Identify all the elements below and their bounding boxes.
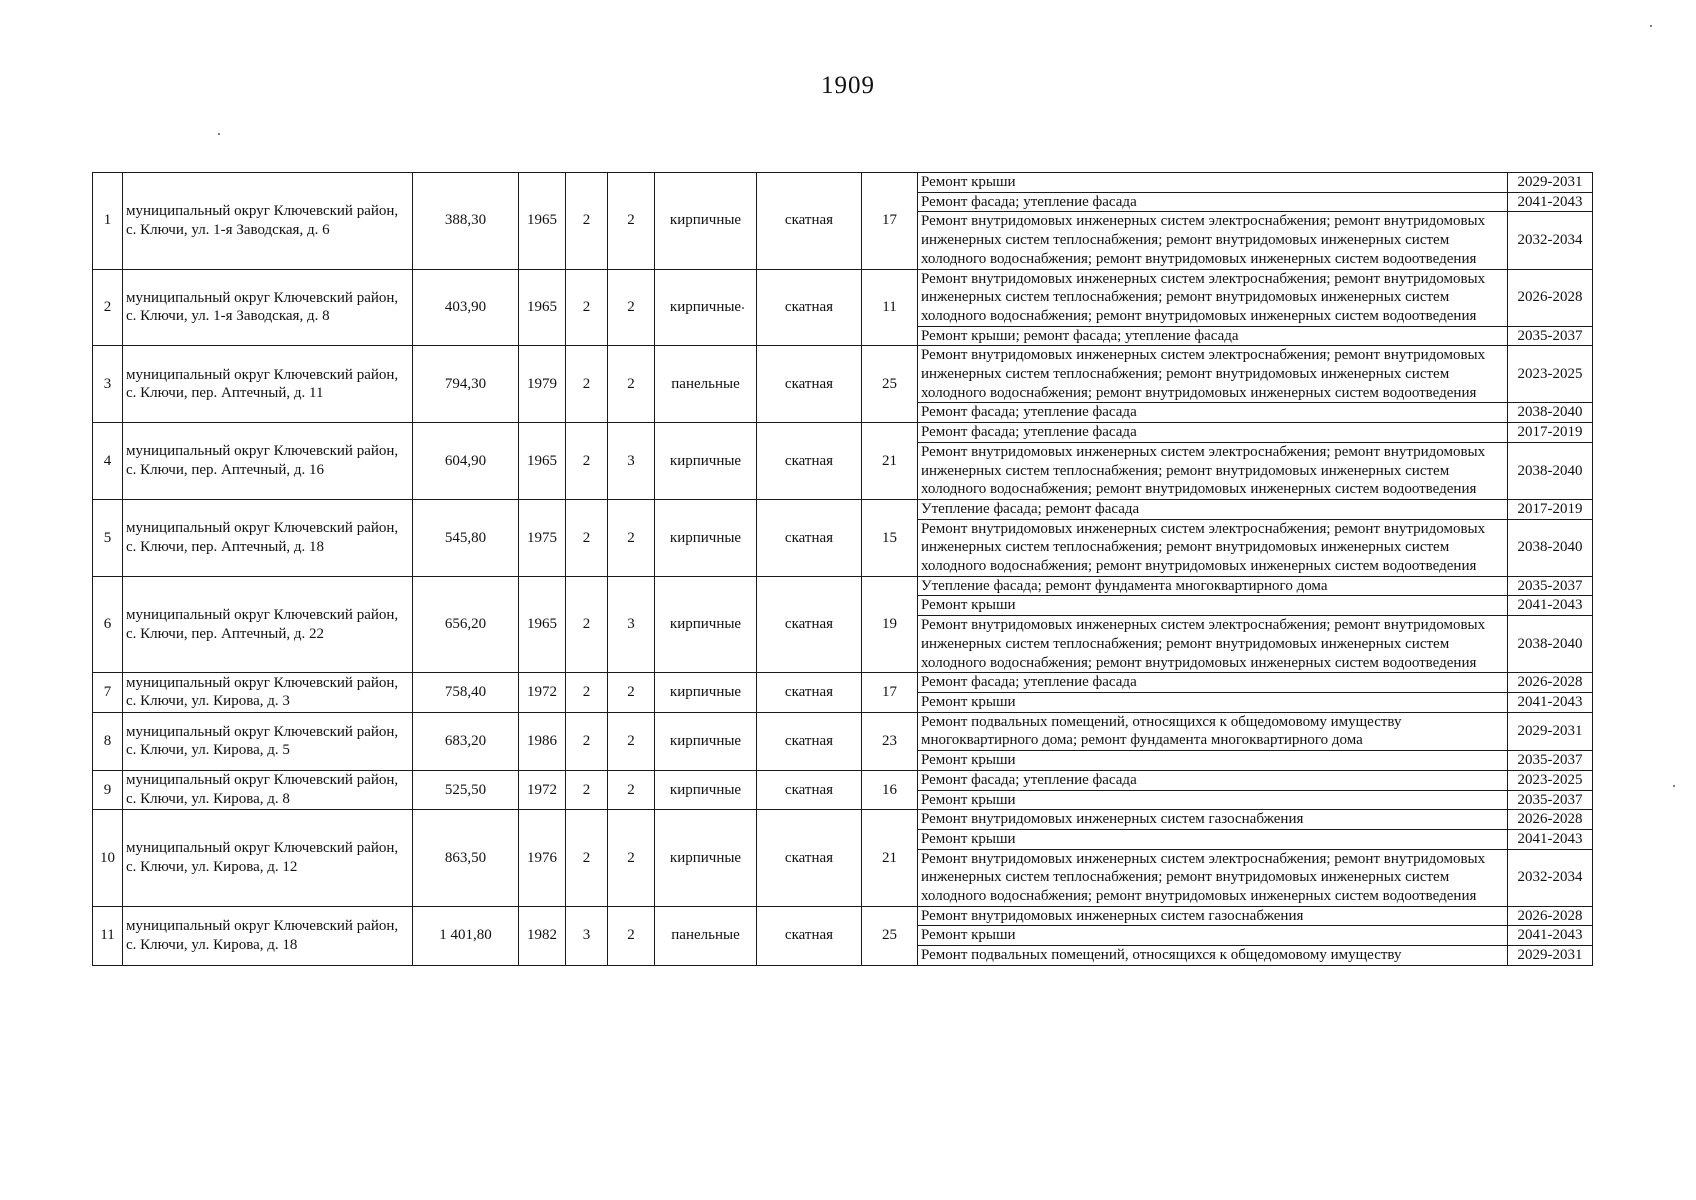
- table-row: [93, 576, 1593, 596]
- scan-speck: [1673, 785, 1675, 787]
- entrances-cell: 2: [608, 712, 655, 770]
- service-life-cell: 25: [862, 906, 918, 965]
- roof-type-cell: скатная: [757, 770, 862, 809]
- work-period-cell: 2041-2043: [1508, 692, 1593, 712]
- work-description-cell: Ремонт фасада; утепление фасада: [918, 673, 1508, 693]
- work-period-cell: 2029-2031: [1508, 946, 1593, 966]
- work-description-cell: Ремонт внутридомовых инженерных систем газоснабжения: [918, 906, 1508, 926]
- work-period-cell: 2035-2037: [1508, 326, 1593, 346]
- work-description-cell: Ремонт внутридомовых инженерных систем электроснабжения; ремонт внутридомовых инженерных систем теплоснабжения; ремонт внутридомовых инженерных систем холодного водоснабжения; ремонт внутридомовых инженерных систем водоотведения: [918, 212, 1508, 269]
- table-row: [93, 673, 1593, 693]
- work-period-cell: 2032-2034: [1508, 212, 1593, 269]
- work-description-cell: Утепление фасада; ремонт фасада: [918, 499, 1508, 519]
- wall-material-cell: панельные: [655, 906, 757, 965]
- area-cell: 403,90: [413, 269, 519, 346]
- work-period-cell: 2023-2025: [1508, 770, 1593, 790]
- work-period-cell: 2041-2043: [1508, 192, 1593, 212]
- area-cell: 863,50: [413, 810, 519, 907]
- work-description-cell: Ремонт крыши: [918, 173, 1508, 193]
- work-period-cell: 2035-2037: [1508, 790, 1593, 810]
- work-period-cell: 2041-2043: [1508, 926, 1593, 946]
- floors-cell: 2: [566, 770, 608, 809]
- work-period-cell: 2041-2043: [1508, 596, 1593, 616]
- entrances-cell: 2: [608, 346, 655, 423]
- address-cell: муниципальный округ Ключевский район, с. Ключи, ул. Кирова, д. 3: [123, 673, 413, 712]
- work-description-cell: Ремонт крыши: [918, 751, 1508, 771]
- year-cell: 1986: [519, 712, 566, 770]
- year-cell: 1972: [519, 770, 566, 809]
- work-description-cell: Ремонт фасада; утепление фасада: [918, 423, 1508, 443]
- entrances-cell: 2: [608, 770, 655, 809]
- address-cell: муниципальный округ Ключевский район, с. Ключи, ул. 1-я Заводская, д. 6: [123, 173, 413, 270]
- table-row: [93, 173, 1593, 193]
- table-row: [93, 499, 1593, 519]
- roof-type-cell: скатная: [757, 346, 862, 423]
- floors-cell: 3: [566, 906, 608, 965]
- table-row: [93, 906, 1593, 926]
- scan-speck: [218, 133, 220, 135]
- row-number: 2: [93, 269, 123, 346]
- table-row: [93, 770, 1593, 790]
- work-period-cell: 2032-2034: [1508, 849, 1593, 906]
- area-cell: 758,40: [413, 673, 519, 712]
- year-cell: 1965: [519, 423, 566, 500]
- floors-cell: 2: [566, 576, 608, 673]
- service-life-cell: 16: [862, 770, 918, 809]
- work-period-cell: 2038-2040: [1508, 616, 1593, 673]
- work-period-cell: 2029-2031: [1508, 173, 1593, 193]
- area-cell: 388,30: [413, 173, 519, 270]
- floors-cell: 2: [566, 673, 608, 712]
- area-cell: 1 401,80: [413, 906, 519, 965]
- year-cell: 1982: [519, 906, 566, 965]
- roof-type-cell: скатная: [757, 576, 862, 673]
- work-description-cell: Ремонт фасада; утепление фасада: [918, 192, 1508, 212]
- area-cell: 683,20: [413, 712, 519, 770]
- entrances-cell: 2: [608, 673, 655, 712]
- work-period-cell: 2017-2019: [1508, 499, 1593, 519]
- work-period-cell: 2023-2025: [1508, 346, 1593, 403]
- year-cell: 1965: [519, 173, 566, 270]
- address-cell: муниципальный округ Ключевский район, с. Ключи, ул. Кирова, д. 12: [123, 810, 413, 907]
- entrances-cell: 2: [608, 810, 655, 907]
- year-cell: 1965: [519, 269, 566, 346]
- roof-type-cell: скатная: [757, 712, 862, 770]
- repair-plan-table: [92, 172, 1593, 966]
- row-number: 10: [93, 810, 123, 907]
- table-body: [93, 173, 1593, 966]
- service-life-cell: 23: [862, 712, 918, 770]
- floors-cell: 2: [566, 269, 608, 346]
- work-period-cell: 2038-2040: [1508, 403, 1593, 423]
- entrances-cell: 2: [608, 173, 655, 270]
- address-cell: муниципальный округ Ключевский район, с. Ключи, пер. Аптечный, д. 16: [123, 423, 413, 500]
- roof-type-cell: скатная: [757, 673, 862, 712]
- work-description-cell: Ремонт крыши: [918, 926, 1508, 946]
- table-row: [93, 346, 1593, 403]
- wall-material-cell: кирпичные: [655, 499, 757, 576]
- work-period-cell: 2026-2028: [1508, 269, 1593, 326]
- roof-type-cell: скатная: [757, 423, 862, 500]
- wall-material-cell: кирпичные: [655, 173, 757, 270]
- wall-material-cell: кирпичные: [655, 810, 757, 907]
- table-row: [93, 810, 1593, 830]
- area-cell: 794,30: [413, 346, 519, 423]
- scan-speck: [742, 307, 744, 309]
- floors-cell: 2: [566, 810, 608, 907]
- address-cell: муниципальный округ Ключевский район, с. Ключи, ул. Кирова, д. 8: [123, 770, 413, 809]
- work-period-cell: 2035-2037: [1508, 576, 1593, 596]
- row-number: 11: [93, 906, 123, 965]
- work-description-cell: Ремонт внутридомовых инженерных систем электроснабжения; ремонт внутридомовых инженерных систем теплоснабжения; ремонт внутридомовых инженерных систем холодного водоснабжения; ремонт внутридомовых инженерных систем водоотведения: [918, 616, 1508, 673]
- year-cell: 1965: [519, 576, 566, 673]
- floors-cell: 2: [566, 499, 608, 576]
- work-description-cell: Ремонт подвальных помещений, относящихся к общедомовому имуществу многоквартирного дома; ремонт фундамента многоквартирного дома: [918, 712, 1508, 750]
- work-period-cell: 2026-2028: [1508, 673, 1593, 693]
- floors-cell: 2: [566, 712, 608, 770]
- year-cell: 1979: [519, 346, 566, 423]
- entrances-cell: 2: [608, 499, 655, 576]
- service-life-cell: 25: [862, 346, 918, 423]
- entrances-cell: 3: [608, 423, 655, 500]
- work-period-cell: 2038-2040: [1508, 442, 1593, 499]
- floors-cell: 2: [566, 346, 608, 423]
- service-life-cell: 15: [862, 499, 918, 576]
- work-period-cell: 2041-2043: [1508, 829, 1593, 849]
- address-cell: муниципальный округ Ключевский район, с. Ключи, ул. Кирова, д. 18: [123, 906, 413, 965]
- roof-type-cell: скатная: [757, 269, 862, 346]
- row-number: 8: [93, 712, 123, 770]
- row-number: 7: [93, 673, 123, 712]
- work-description-cell: Ремонт крыши: [918, 829, 1508, 849]
- service-life-cell: 21: [862, 423, 918, 500]
- row-number: 1: [93, 173, 123, 270]
- service-life-cell: 17: [862, 673, 918, 712]
- area-cell: 525,50: [413, 770, 519, 809]
- year-cell: 1975: [519, 499, 566, 576]
- address-cell: муниципальный округ Ключевский район, с. Ключи, ул. 1-я Заводская, д. 8: [123, 269, 413, 346]
- work-description-cell: Ремонт фасада; утепление фасада: [918, 770, 1508, 790]
- work-period-cell: 2029-2031: [1508, 712, 1593, 750]
- work-description-cell: Ремонт внутридомовых инженерных систем электроснабжения; ремонт внутридомовых инженерных систем теплоснабжения; ремонт внутридомовых инженерных систем холодного водоснабжения; ремонт внутридомовых инженерных систем водоотведения: [918, 269, 1508, 326]
- year-cell: 1976: [519, 810, 566, 907]
- service-life-cell: 19: [862, 576, 918, 673]
- work-period-cell: 2035-2037: [1508, 751, 1593, 771]
- wall-material-cell: кирпичные: [655, 269, 757, 346]
- work-period-cell: 2026-2028: [1508, 810, 1593, 830]
- roof-type-cell: скатная: [757, 810, 862, 907]
- work-description-cell: Утепление фасада; ремонт фундамента многоквартирного дома: [918, 576, 1508, 596]
- floors-cell: 2: [566, 423, 608, 500]
- work-description-cell: Ремонт крыши: [918, 790, 1508, 810]
- table-row: [93, 712, 1593, 750]
- service-life-cell: 21: [862, 810, 918, 907]
- row-number: 9: [93, 770, 123, 809]
- year-cell: 1972: [519, 673, 566, 712]
- service-life-cell: 17: [862, 173, 918, 270]
- address-cell: муниципальный округ Ключевский район, с. Ключи, ул. Кирова, д. 5: [123, 712, 413, 770]
- work-period-cell: 2038-2040: [1508, 519, 1593, 576]
- work-description-cell: Ремонт крыши; ремонт фасада; утепление фасада: [918, 326, 1508, 346]
- wall-material-cell: кирпичные: [655, 770, 757, 809]
- area-cell: 656,20: [413, 576, 519, 673]
- page-number: 1909: [821, 72, 875, 99]
- wall-material-cell: кирпичные: [655, 712, 757, 770]
- work-description-cell: Ремонт внутридомовых инженерных систем газоснабжения: [918, 810, 1508, 830]
- work-description-cell: Ремонт внутридомовых инженерных систем электроснабжения; ремонт внутридомовых инженерных систем теплоснабжения; ремонт внутридомовых инженерных систем холодного водоснабжения; ремонт внутридомовых инженерных систем водоотведения: [918, 849, 1508, 906]
- roof-type-cell: скатная: [757, 173, 862, 270]
- entrances-cell: 3: [608, 576, 655, 673]
- entrances-cell: 2: [608, 906, 655, 965]
- row-number: 5: [93, 499, 123, 576]
- entrances-cell: 2: [608, 269, 655, 346]
- roof-type-cell: скатная: [757, 499, 862, 576]
- wall-material-cell: кирпичные: [655, 576, 757, 673]
- address-cell: муниципальный округ Ключевский район, с. Ключи, пер. Аптечный, д. 18: [123, 499, 413, 576]
- work-period-cell: 2026-2028: [1508, 906, 1593, 926]
- roof-type-cell: скатная: [757, 906, 862, 965]
- table-row: [93, 423, 1593, 443]
- service-life-cell: 11: [862, 269, 918, 346]
- row-number: 3: [93, 346, 123, 423]
- work-description-cell: Ремонт внутридомовых инженерных систем электроснабжения; ремонт внутридомовых инженерных систем теплоснабжения; ремонт внутридомовых инженерных систем холодного водоснабжения; ремонт внутридомовых инженерных систем водоотведения: [918, 442, 1508, 499]
- work-description-cell: Ремонт внутридомовых инженерных систем электроснабжения; ремонт внутридомовых инженерных систем теплоснабжения; ремонт внутридомовых инженерных систем холодного водоснабжения; ремонт внутридомовых инженерных систем водоотведения: [918, 519, 1508, 576]
- row-number: 6: [93, 576, 123, 673]
- scan-speck: [1650, 25, 1652, 27]
- wall-material-cell: панельные: [655, 346, 757, 423]
- floors-cell: 2: [566, 173, 608, 270]
- wall-material-cell: кирпичные: [655, 423, 757, 500]
- address-cell: муниципальный округ Ключевский район, с. Ключи, пер. Аптечный, д. 22: [123, 576, 413, 673]
- address-cell: муниципальный округ Ключевский район, с. Ключи, пер. Аптечный, д. 11: [123, 346, 413, 423]
- table-row: [93, 269, 1593, 326]
- wall-material-cell: кирпичные: [655, 673, 757, 712]
- row-number: 4: [93, 423, 123, 500]
- area-cell: 604,90: [413, 423, 519, 500]
- work-description-cell: Ремонт крыши: [918, 692, 1508, 712]
- work-description-cell: Ремонт подвальных помещений, относящихся к общедомовому имуществу: [918, 946, 1508, 966]
- area-cell: 545,80: [413, 499, 519, 576]
- work-period-cell: 2017-2019: [1508, 423, 1593, 443]
- work-description-cell: Ремонт внутридомовых инженерных систем электроснабжения; ремонт внутридомовых инженерных систем теплоснабжения; ремонт внутридомовых инженерных систем холодного водоснабжения; ремонт внутридомовых инженерных систем водоотведения: [918, 346, 1508, 403]
- work-description-cell: Ремонт крыши: [918, 596, 1508, 616]
- work-description-cell: Ремонт фасада; утепление фасада: [918, 403, 1508, 423]
